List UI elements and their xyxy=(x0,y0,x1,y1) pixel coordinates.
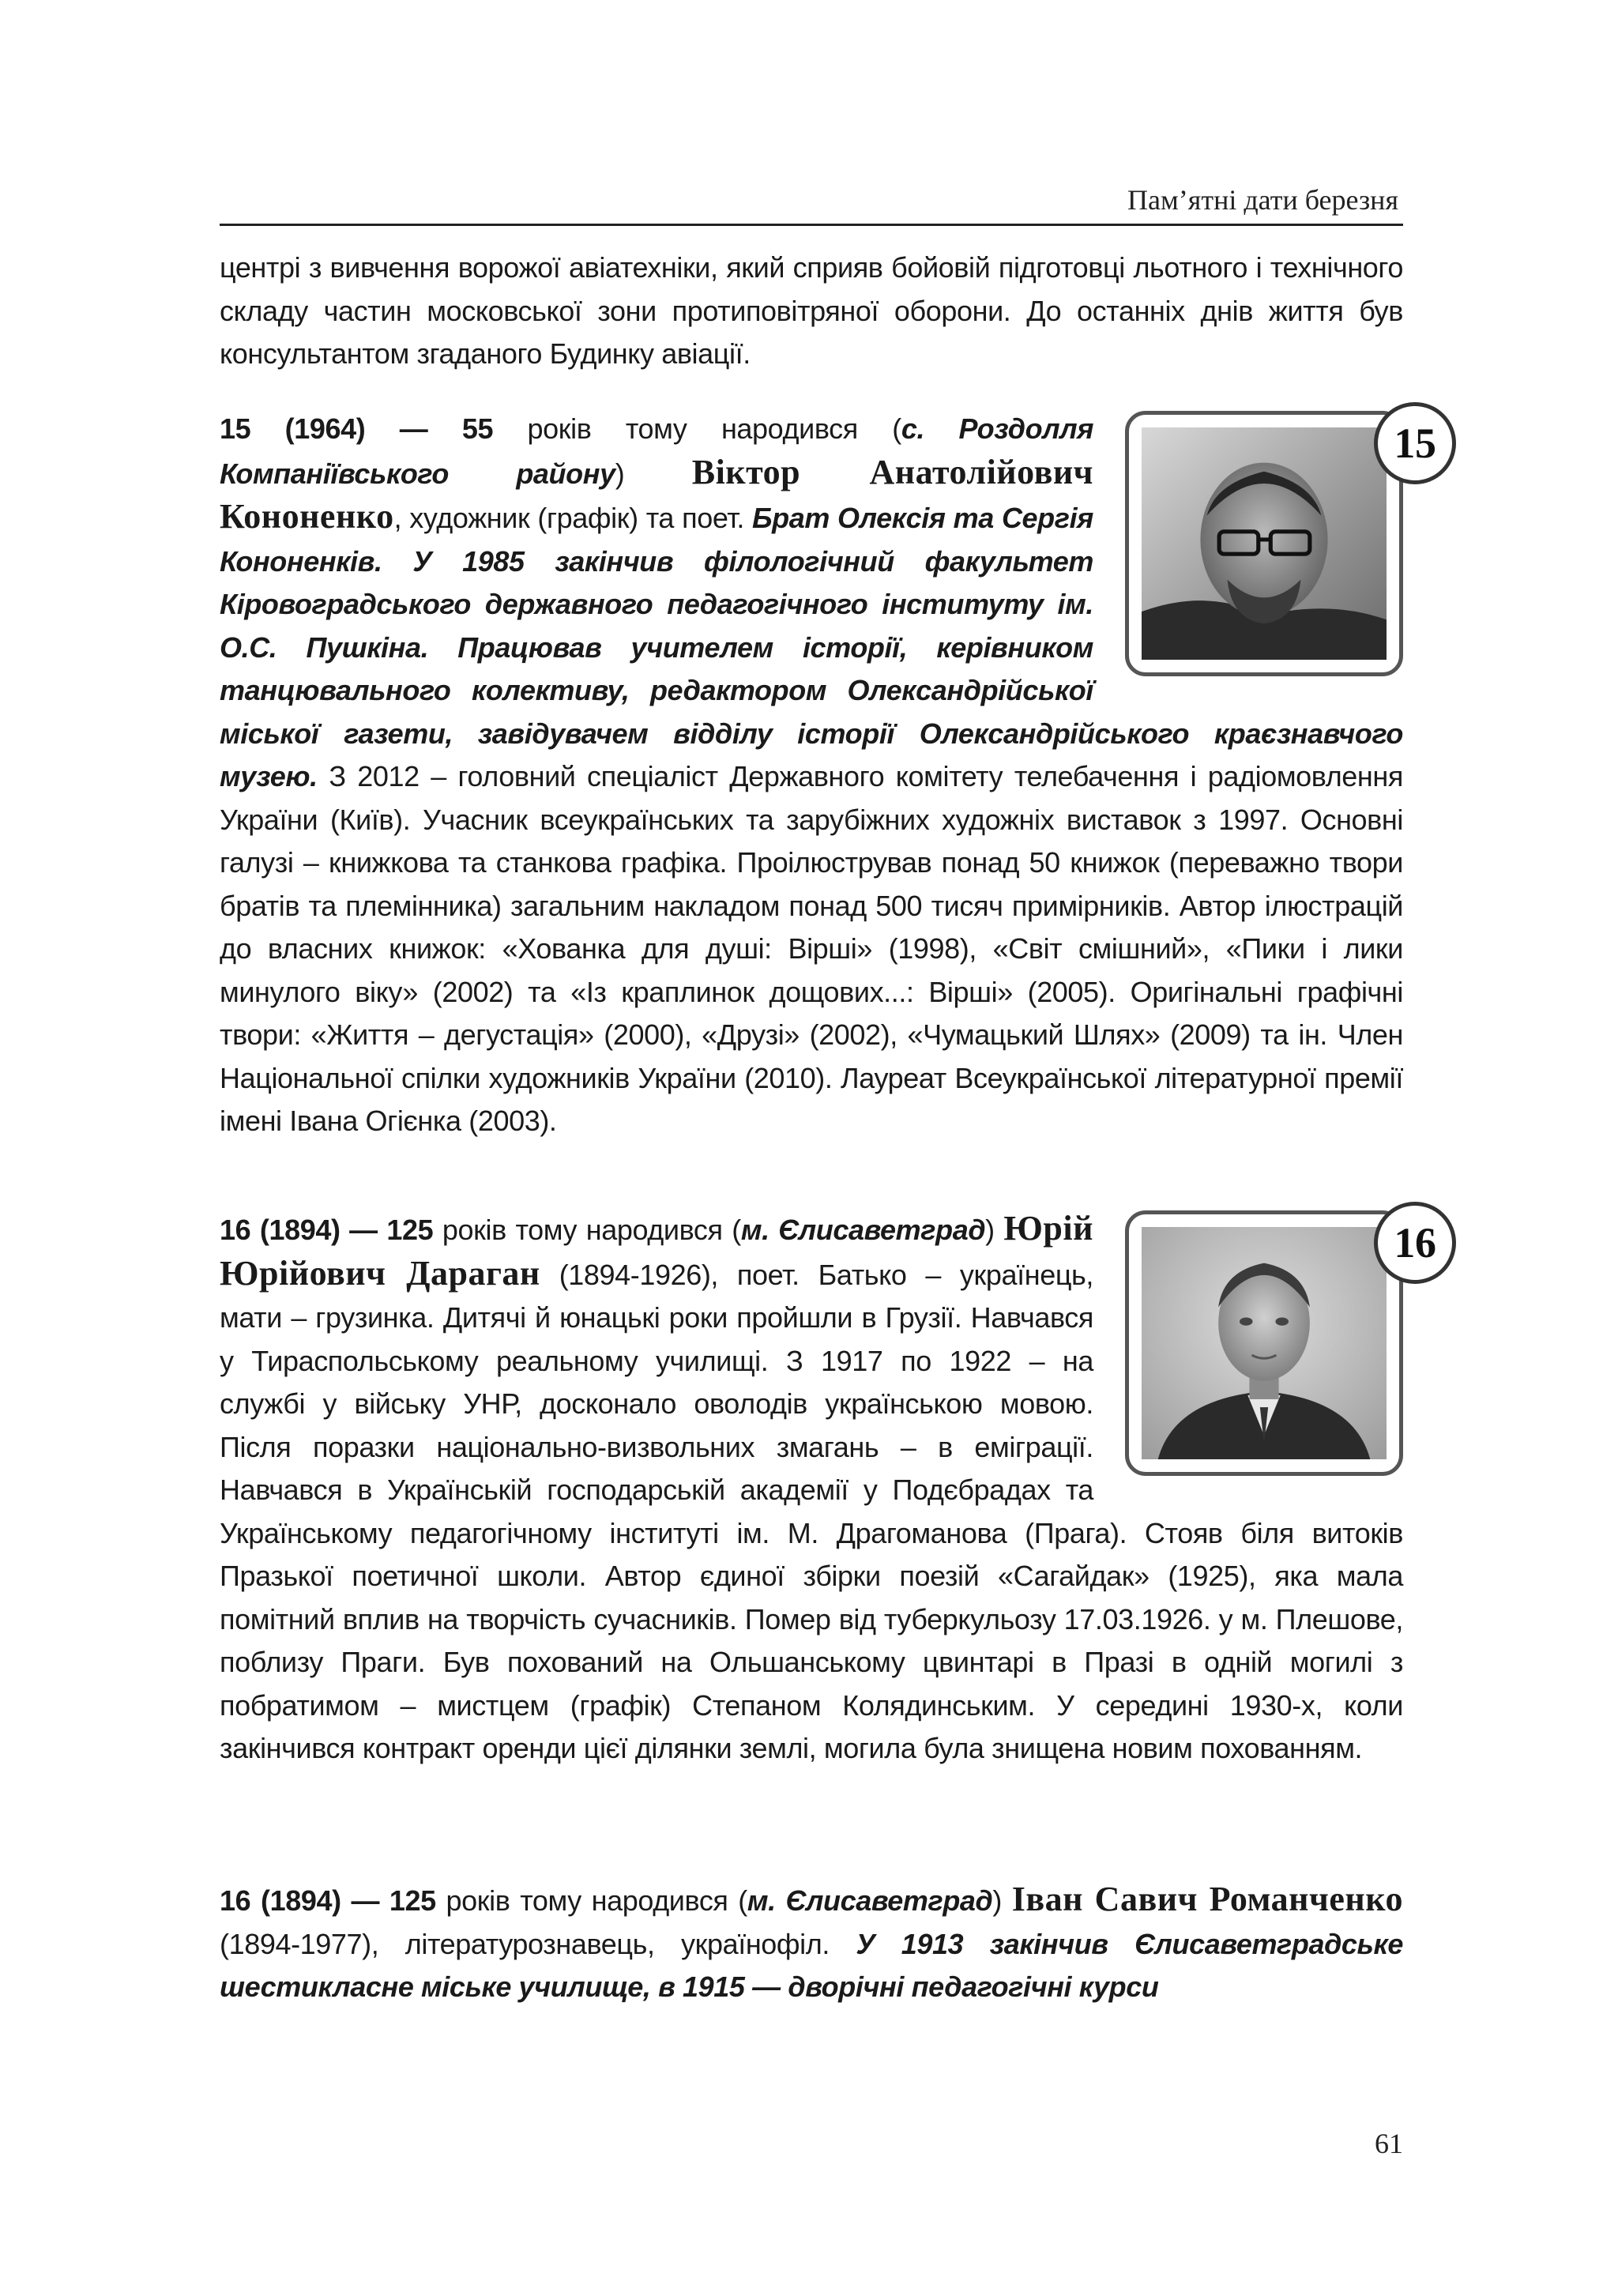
entry-16b-italic-bio: У 1913 закінчив Єлисаветградське шестикласне міське училище, в 1915 — дворічні педагогічні курси xyxy=(220,1927,1403,2003)
entry-15-role: , художник (графік) та поет. xyxy=(393,502,753,534)
portrait-frame-16 xyxy=(1125,1210,1436,1476)
running-header-title: Пам’ятні дати березня xyxy=(1127,184,1398,216)
entry-16a-bio: (1894-1926), поет. Батько – українець, мати – грузинка. Дитячі й юнацькі роки пройшли в Грузії. Навчався у Тираспольському реальному училищі. З 1917 по 1922 – на службі у війську УНР, досконало оволодів українською мовою. Після поразки національно-визвольних змагань – в еміграції. Навчався в Українській господарській академії у Подєбрадах та Українському педагогічному інституті ім. М. Драгоманова (Прага). Стояв біля витоків Празької поетичної школи. Автор єдиної збірки поезій «Сагайдак» (1925), яка мала помітний вплив на творчість сучасників. Помер від туберкульозу 17.03.1926. у м. Плешове, поблизу Праги. Був похований на Ольшанському цвинтарі в Празі в одній могилі з побратимом – мистцем (графік) Степаном Колядинським. У середині 1930-х, коли закінчився контракт оренди цієї ділянки землі, могила була знищена новим похованням. xyxy=(220,1258,1403,1764)
portrait-image-16 xyxy=(1142,1227,1387,1459)
entry-16b-date: 16 (1894) — 125 xyxy=(220,1884,436,1917)
intro-paragraph xyxy=(220,247,1403,376)
entry-16b-text xyxy=(220,1878,1403,2009)
entry-15-bio: З 2012 – головний спеціаліст Державного комітету телебачення і радіомовлення України (Київ). Учасник всеукраїнських та зарубіжних художніх виставок з 1997. Основні галузі – книжкова та станкова графіка. Проілюстрував понад 50 книжок (переважно твори братів та племінника) загальним накладом понад 500 тисяч примірників. Автор ілюстрацій до власних книжок: «Хованка для душі: Вірші» (1998), «Світ смішний», «Пики і лики минулого віку» (2002) та «Із краплинок дощових...: Вірші» (2005). Оригінальні графічні твори: «Життя – дегустація» (2000), «Друзі» (2002), «Чумацький Шлях» (2009) та ін. Член Національної спілки художників України (2010). Лауреат Всеукраїнської літературної премії імені Івана Огієнка (2003). xyxy=(220,760,1403,1137)
entry-16b xyxy=(220,1878,1403,2009)
intro-text: центрі з вивчення ворожої авіатехніки, який сприяв бойовій підготовці льотного і технічного складу частин московської зони протиповітряної оборони. До останніх днів життя був консультантом згаданого Будинку авіації. xyxy=(220,251,1403,370)
portrait-frame-15 xyxy=(1125,411,1436,676)
entry-16b-paren: ) xyxy=(992,1884,1012,1917)
entry-16b-person-name: Іван Савич Романченко xyxy=(1011,1880,1403,1918)
date-badge-16: 16 xyxy=(1374,1202,1456,1284)
entry-16a-paren: ) xyxy=(985,1214,1004,1246)
entry-15-years: років тому народився ( xyxy=(493,412,901,445)
entry-15 xyxy=(220,408,1436,1143)
entry-15-person-name: Віктор Анатолійович Кононенко xyxy=(220,452,1093,536)
entry-16a-date: 16 (1894) — 125 xyxy=(220,1214,434,1246)
header-rule xyxy=(220,224,1403,226)
portrait-photo-15 xyxy=(1142,427,1387,660)
entry-15-place: с. Роздолля Компаніївського району xyxy=(220,412,1093,490)
entry-16a-person-name: Юрій Юрійович Дараган xyxy=(220,1209,1093,1293)
entry-16b-place: м. Єлисаветград xyxy=(747,1884,993,1917)
entry-15-date: 15 (1964) — 55 xyxy=(220,412,494,445)
entry-16b-years: років тому народився ( xyxy=(435,1884,747,1917)
entry-16a-years: років тому народився ( xyxy=(433,1214,741,1246)
entry-16a xyxy=(220,1207,1436,1771)
entry-16b-role: (1894-1977), літературознавець, українофіл. xyxy=(220,1927,856,1960)
portrait-image-15 xyxy=(1142,427,1387,660)
entry-16a-place: м. Єлисаветград xyxy=(740,1214,986,1246)
page-number: 61 xyxy=(1375,2128,1403,2159)
entry-15-italic-bio: Брат Олексія та Сергія Кононенків. У 1985 закінчив філологічний факультет Кіровоградського державного педагогічного інституту ім. О.С. Пушкіна. Працював учителем історії, керівником танцювального колективу, редактором Олександрійської міської газети, завідувачем відділу історії Олександрійського краєзнавчого музею. xyxy=(220,502,1403,792)
entry-15-paren: ) xyxy=(615,457,692,490)
portrait-photo-16 xyxy=(1142,1227,1387,1459)
date-badge-15: 15 xyxy=(1374,402,1456,484)
